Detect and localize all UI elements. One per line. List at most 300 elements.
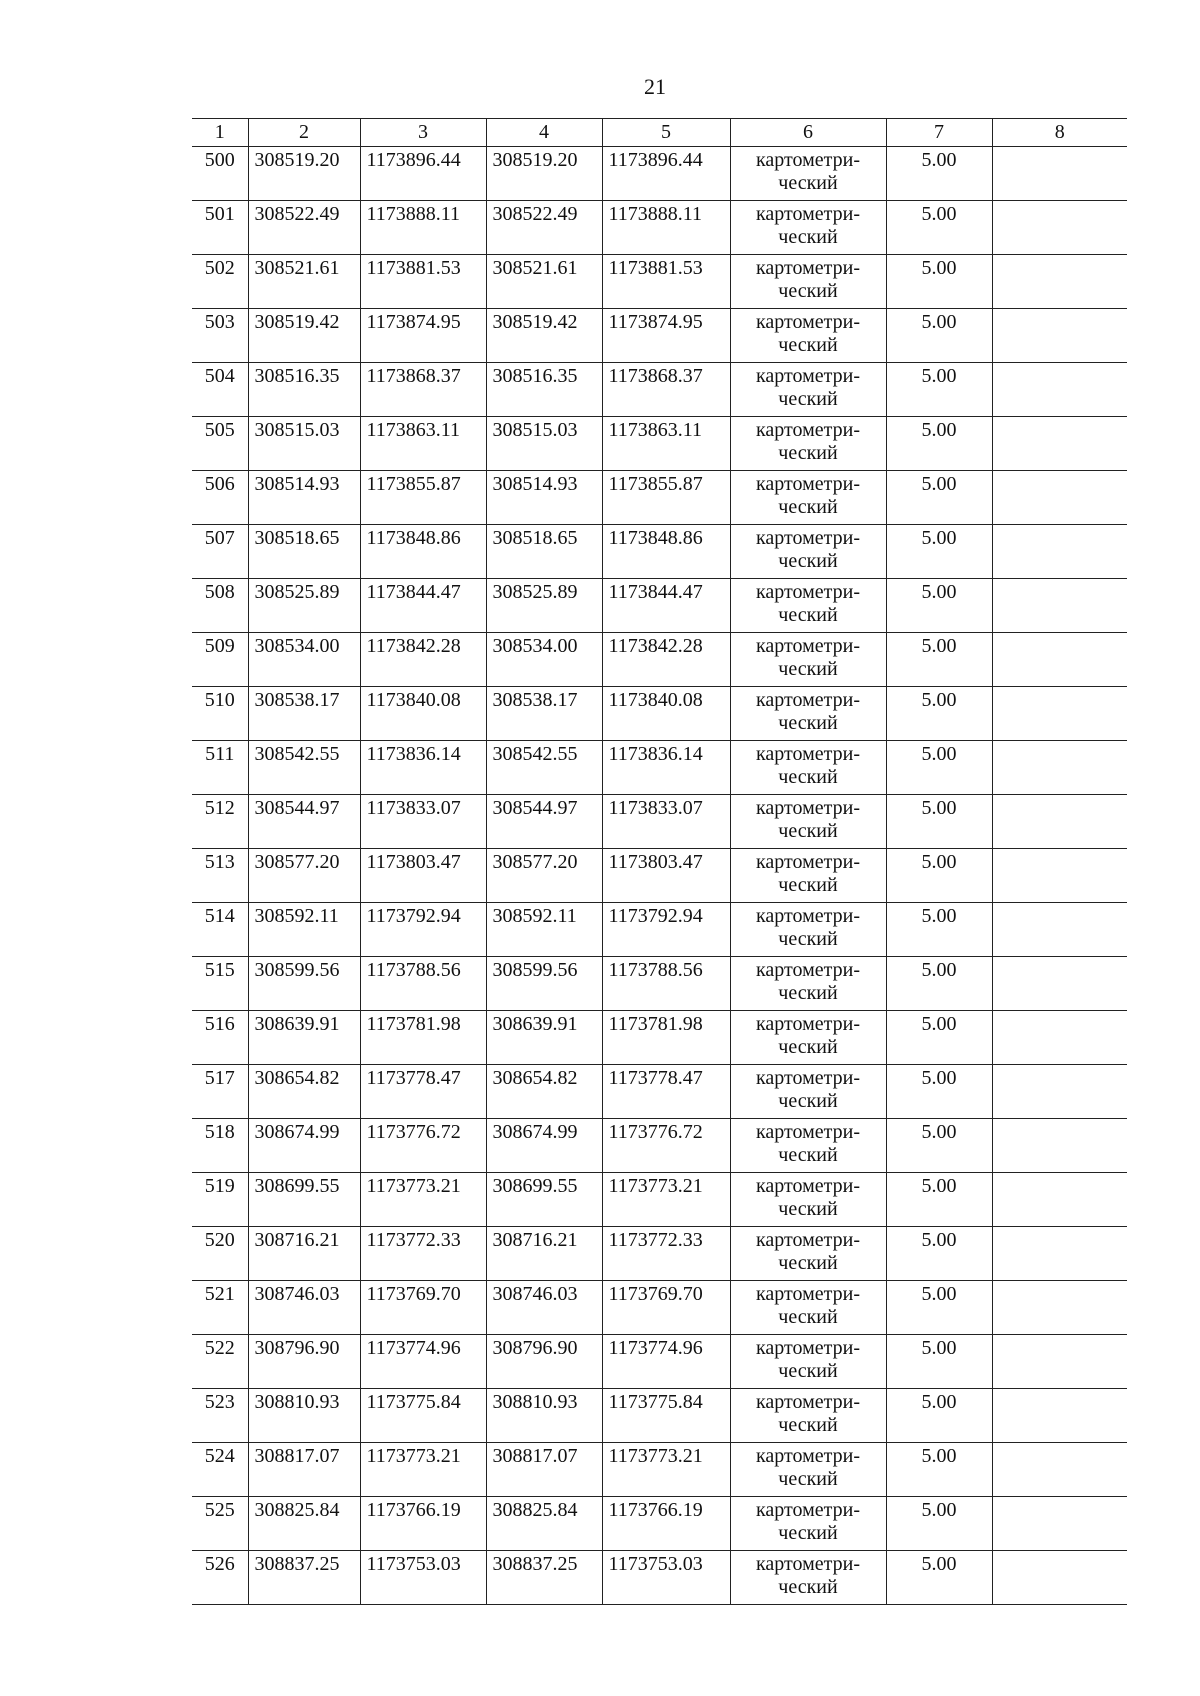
y-existing-cell: 1173769.70 (360, 1281, 486, 1335)
note-cell (992, 957, 1127, 1011)
table-header (192, 119, 1127, 147)
x-specified-cell: 308796.90 (486, 1335, 602, 1389)
note-cell (992, 1011, 1127, 1065)
x-existing-cell: 308522.49 (248, 201, 360, 255)
y-specified-cell: 1173792.94 (602, 903, 730, 957)
method-line-1: картометри- (755, 419, 860, 441)
method-line-1: картометри- (755, 1445, 860, 1467)
x-existing-cell: 308538.17 (248, 687, 360, 741)
y-specified-cell: 1173874.95 (602, 309, 730, 363)
method-cell (730, 417, 886, 471)
y-existing-cell: 1173836.14 (360, 741, 486, 795)
y-specified-cell: 1173842.28 (602, 633, 730, 687)
precision-cell: 5.00 (886, 579, 992, 633)
precision-cell: 5.00 (886, 309, 992, 363)
precision-cell: 5.00 (886, 1443, 992, 1497)
precision-cell: 5.00 (886, 1389, 992, 1443)
note-cell (992, 579, 1127, 633)
x-existing-cell: 308699.55 (248, 1173, 360, 1227)
x-specified-cell: 308519.20 (486, 147, 602, 201)
method-line-1: картометри- (755, 311, 860, 333)
y-specified-cell: 1173775.84 (602, 1389, 730, 1443)
precision-cell: 5.00 (886, 633, 992, 687)
method-line-1: картометри- (755, 1067, 860, 1089)
method-cell (730, 579, 886, 633)
y-specified-cell: 1173788.56 (602, 957, 730, 1011)
note-cell (992, 1443, 1127, 1497)
y-specified-cell: 1173896.44 (602, 147, 730, 201)
method-line-1: картометри- (755, 203, 860, 225)
table-row (192, 363, 1127, 417)
x-specified-cell: 308810.93 (486, 1389, 602, 1443)
note-cell (992, 903, 1127, 957)
x-existing-cell: 308674.99 (248, 1119, 360, 1173)
table-row (192, 471, 1127, 525)
y-specified-cell: 1173844.47 (602, 579, 730, 633)
point-number-cell: 515 (192, 957, 248, 1011)
note-cell (992, 687, 1127, 741)
method-line-2: ческий (778, 1306, 838, 1328)
note-cell (992, 471, 1127, 525)
method-line-2: ческий (778, 820, 838, 842)
y-existing-cell: 1173788.56 (360, 957, 486, 1011)
method-cell (730, 741, 886, 795)
point-number-cell: 520 (192, 1227, 248, 1281)
method-line-2: ческий (778, 1090, 838, 1112)
x-existing-cell: 308577.20 (248, 849, 360, 903)
table-row (192, 579, 1127, 633)
method-cell (730, 849, 886, 903)
x-existing-cell: 308515.03 (248, 417, 360, 471)
x-specified-cell: 308825.84 (486, 1497, 602, 1551)
method-line-2: ческий (778, 226, 838, 248)
x-specified-cell: 308837.25 (486, 1551, 602, 1605)
note-cell (992, 363, 1127, 417)
method-line-1: картометри- (755, 1499, 860, 1521)
x-specified-cell: 308525.89 (486, 579, 602, 633)
table-row (192, 1497, 1127, 1551)
x-specified-cell: 308544.97 (486, 795, 602, 849)
x-existing-cell: 308825.84 (248, 1497, 360, 1551)
column-header: 2 (248, 119, 360, 147)
method-cell (730, 1173, 886, 1227)
x-specified-cell: 308577.20 (486, 849, 602, 903)
y-existing-cell: 1173773.21 (360, 1173, 486, 1227)
point-number-cell: 508 (192, 579, 248, 633)
precision-cell: 5.00 (886, 147, 992, 201)
method-cell (730, 201, 886, 255)
method-line-1: картометри- (755, 635, 860, 657)
method-line-2: ческий (778, 1576, 838, 1598)
method-line-2: ческий (778, 1414, 838, 1436)
x-specified-cell: 308817.07 (486, 1443, 602, 1497)
method-line-1: картометри- (755, 1175, 860, 1197)
method-line-1: картометри- (755, 1121, 860, 1143)
x-existing-cell: 308519.20 (248, 147, 360, 201)
y-specified-cell: 1173772.33 (602, 1227, 730, 1281)
method-line-2: ческий (778, 280, 838, 302)
method-line-2: ческий (778, 334, 838, 356)
y-existing-cell: 1173781.98 (360, 1011, 486, 1065)
y-specified-cell: 1173766.19 (602, 1497, 730, 1551)
method-cell (730, 309, 886, 363)
precision-cell: 5.00 (886, 741, 992, 795)
y-existing-cell: 1173868.37 (360, 363, 486, 417)
note-cell (992, 1065, 1127, 1119)
x-existing-cell: 308514.93 (248, 471, 360, 525)
y-existing-cell: 1173775.84 (360, 1389, 486, 1443)
x-existing-cell: 308817.07 (248, 1443, 360, 1497)
note-cell (992, 741, 1127, 795)
x-existing-cell: 308746.03 (248, 1281, 360, 1335)
point-number-cell: 523 (192, 1389, 248, 1443)
method-line-1: картометри- (755, 581, 860, 603)
table-row (192, 255, 1127, 309)
precision-cell: 5.00 (886, 1011, 992, 1065)
y-specified-cell: 1173848.86 (602, 525, 730, 579)
x-existing-cell: 308716.21 (248, 1227, 360, 1281)
y-existing-cell: 1173848.86 (360, 525, 486, 579)
x-specified-cell: 308538.17 (486, 687, 602, 741)
table-row (192, 1551, 1127, 1605)
note-cell (992, 1389, 1127, 1443)
method-line-1: картометри- (755, 149, 860, 171)
precision-cell: 5.00 (886, 525, 992, 579)
y-specified-cell: 1173833.07 (602, 795, 730, 849)
method-line-2: ческий (778, 1144, 838, 1166)
precision-cell: 5.00 (886, 1281, 992, 1335)
table-row (192, 525, 1127, 579)
y-existing-cell: 1173776.72 (360, 1119, 486, 1173)
column-header: 7 (886, 119, 992, 147)
precision-cell: 5.00 (886, 255, 992, 309)
precision-cell: 5.00 (886, 849, 992, 903)
precision-cell: 5.00 (886, 1173, 992, 1227)
note-cell (992, 1335, 1127, 1389)
note-cell (992, 255, 1127, 309)
method-cell (730, 525, 886, 579)
y-existing-cell: 1173774.96 (360, 1335, 486, 1389)
table-row (192, 633, 1127, 687)
table-row (192, 741, 1127, 795)
precision-cell: 5.00 (886, 903, 992, 957)
y-existing-cell: 1173772.33 (360, 1227, 486, 1281)
method-cell (730, 1011, 886, 1065)
table-row (192, 849, 1127, 903)
precision-cell: 5.00 (886, 1227, 992, 1281)
precision-cell: 5.00 (886, 687, 992, 741)
precision-cell: 5.00 (886, 1551, 992, 1605)
table-row (192, 687, 1127, 741)
precision-cell: 5.00 (886, 471, 992, 525)
table-row (192, 147, 1127, 201)
x-specified-cell: 308654.82 (486, 1065, 602, 1119)
point-number-cell: 521 (192, 1281, 248, 1335)
method-cell (730, 1227, 886, 1281)
note-cell (992, 849, 1127, 903)
method-line-1: картометри- (755, 743, 860, 765)
method-line-1: картометри- (755, 473, 860, 495)
point-number-cell: 524 (192, 1443, 248, 1497)
x-specified-cell: 308534.00 (486, 633, 602, 687)
method-line-2: ческий (778, 1522, 838, 1544)
note-cell (992, 1119, 1127, 1173)
method-line-1: картометри- (755, 689, 860, 711)
method-line-2: ческий (778, 1252, 838, 1274)
method-cell (730, 903, 886, 957)
method-line-1: картометри- (755, 1013, 860, 1035)
precision-cell: 5.00 (886, 1119, 992, 1173)
point-number-cell: 503 (192, 309, 248, 363)
method-cell (730, 687, 886, 741)
table-row (192, 417, 1127, 471)
point-number-cell: 505 (192, 417, 248, 471)
method-line-1: картометри- (755, 1553, 860, 1575)
method-cell (730, 255, 886, 309)
precision-cell: 5.00 (886, 1335, 992, 1389)
point-number-cell: 500 (192, 147, 248, 201)
method-line-2: ческий (778, 658, 838, 680)
point-number-cell: 510 (192, 687, 248, 741)
point-number-cell: 501 (192, 201, 248, 255)
column-header: 5 (602, 119, 730, 147)
y-existing-cell: 1173803.47 (360, 849, 486, 903)
note-cell (992, 309, 1127, 363)
point-number-cell: 519 (192, 1173, 248, 1227)
method-line-1: картометри- (755, 365, 860, 387)
precision-cell: 5.00 (886, 1065, 992, 1119)
method-cell (730, 633, 886, 687)
table-row (192, 1173, 1127, 1227)
method-line-2: ческий (778, 928, 838, 950)
x-specified-cell: 308519.42 (486, 309, 602, 363)
x-specified-cell: 308599.56 (486, 957, 602, 1011)
table-row (192, 1011, 1127, 1065)
point-number-cell: 514 (192, 903, 248, 957)
column-header: 6 (730, 119, 886, 147)
x-existing-cell: 308542.55 (248, 741, 360, 795)
y-existing-cell: 1173896.44 (360, 147, 486, 201)
method-cell (730, 1497, 886, 1551)
y-specified-cell: 1173778.47 (602, 1065, 730, 1119)
note-cell (992, 1497, 1127, 1551)
coordinates-table (192, 118, 1127, 1605)
x-specified-cell: 308521.61 (486, 255, 602, 309)
page-number: 21 (644, 74, 666, 99)
y-existing-cell: 1173881.53 (360, 255, 486, 309)
note-cell (992, 1551, 1127, 1605)
table-row (192, 1119, 1127, 1173)
y-specified-cell: 1173781.98 (602, 1011, 730, 1065)
y-specified-cell: 1173881.53 (602, 255, 730, 309)
table-row (192, 1227, 1127, 1281)
x-existing-cell: 308639.91 (248, 1011, 360, 1065)
x-existing-cell: 308525.89 (248, 579, 360, 633)
y-specified-cell: 1173776.72 (602, 1119, 730, 1173)
y-specified-cell: 1173773.21 (602, 1173, 730, 1227)
method-cell (730, 1551, 886, 1605)
y-existing-cell: 1173766.19 (360, 1497, 486, 1551)
table-body (192, 147, 1127, 1605)
point-number-cell: 522 (192, 1335, 248, 1389)
table-row (192, 903, 1127, 957)
x-existing-cell: 308544.97 (248, 795, 360, 849)
method-line-1: картометри- (755, 527, 860, 549)
method-cell (730, 471, 886, 525)
y-existing-cell: 1173863.11 (360, 417, 486, 471)
table-row (192, 1389, 1127, 1443)
note-cell (992, 417, 1127, 471)
point-number-cell: 509 (192, 633, 248, 687)
x-existing-cell: 308796.90 (248, 1335, 360, 1389)
method-line-2: ческий (778, 1468, 838, 1490)
method-line-1: картометри- (755, 797, 860, 819)
x-specified-cell: 308639.91 (486, 1011, 602, 1065)
table-row (192, 1281, 1127, 1335)
method-line-2: ческий (778, 604, 838, 626)
precision-cell: 5.00 (886, 957, 992, 1011)
method-line-1: картометри- (755, 1337, 860, 1359)
x-specified-cell: 308699.55 (486, 1173, 602, 1227)
point-number-cell: 507 (192, 525, 248, 579)
method-cell (730, 1119, 886, 1173)
method-line-2: ческий (778, 712, 838, 734)
x-specified-cell: 308542.55 (486, 741, 602, 795)
point-number-cell: 504 (192, 363, 248, 417)
precision-cell: 5.00 (886, 1497, 992, 1551)
y-specified-cell: 1173836.14 (602, 741, 730, 795)
y-existing-cell: 1173844.47 (360, 579, 486, 633)
y-specified-cell: 1173773.21 (602, 1443, 730, 1497)
method-line-2: ческий (778, 172, 838, 194)
method-line-2: ческий (778, 982, 838, 1004)
table-row (192, 201, 1127, 255)
note-cell (992, 201, 1127, 255)
method-cell (730, 1443, 886, 1497)
point-number-cell: 512 (192, 795, 248, 849)
x-existing-cell: 308521.61 (248, 255, 360, 309)
method-cell (730, 957, 886, 1011)
y-existing-cell: 1173840.08 (360, 687, 486, 741)
precision-cell: 5.00 (886, 201, 992, 255)
x-specified-cell: 308716.21 (486, 1227, 602, 1281)
precision-cell: 5.00 (886, 417, 992, 471)
method-line-2: ческий (778, 496, 838, 518)
method-line-2: ческий (778, 1360, 838, 1382)
method-line-2: ческий (778, 388, 838, 410)
column-header: 4 (486, 119, 602, 147)
x-specified-cell: 308746.03 (486, 1281, 602, 1335)
note-cell (992, 795, 1127, 849)
y-existing-cell: 1173888.11 (360, 201, 486, 255)
x-existing-cell: 308837.25 (248, 1551, 360, 1605)
method-line-1: картометри- (755, 1391, 860, 1413)
point-number-cell: 518 (192, 1119, 248, 1173)
x-existing-cell: 308534.00 (248, 633, 360, 687)
method-line-2: ческий (778, 1036, 838, 1058)
point-number-cell: 516 (192, 1011, 248, 1065)
point-number-cell: 513 (192, 849, 248, 903)
y-existing-cell: 1173792.94 (360, 903, 486, 957)
method-cell (730, 1335, 886, 1389)
method-line-2: ческий (778, 766, 838, 788)
point-number-cell: 525 (192, 1497, 248, 1551)
method-cell (730, 1065, 886, 1119)
y-specified-cell: 1173888.11 (602, 201, 730, 255)
method-cell (730, 363, 886, 417)
column-header: 3 (360, 119, 486, 147)
table-row (192, 309, 1127, 363)
note-cell (992, 1173, 1127, 1227)
y-existing-cell: 1173842.28 (360, 633, 486, 687)
x-specified-cell: 308514.93 (486, 471, 602, 525)
x-existing-cell: 308519.42 (248, 309, 360, 363)
note-cell (992, 1227, 1127, 1281)
y-existing-cell: 1173753.03 (360, 1551, 486, 1605)
x-specified-cell: 308516.35 (486, 363, 602, 417)
y-specified-cell: 1173863.11 (602, 417, 730, 471)
method-cell (730, 795, 886, 849)
header-row (192, 119, 1127, 147)
method-cell (730, 147, 886, 201)
y-specified-cell: 1173753.03 (602, 1551, 730, 1605)
method-line-1: картометри- (755, 257, 860, 279)
point-number-cell: 526 (192, 1551, 248, 1605)
precision-cell: 5.00 (886, 795, 992, 849)
y-existing-cell: 1173833.07 (360, 795, 486, 849)
point-number-cell: 502 (192, 255, 248, 309)
method-cell (730, 1281, 886, 1335)
x-specified-cell: 308515.03 (486, 417, 602, 471)
y-specified-cell: 1173855.87 (602, 471, 730, 525)
point-number-cell: 517 (192, 1065, 248, 1119)
note-cell (992, 525, 1127, 579)
x-existing-cell: 308810.93 (248, 1389, 360, 1443)
column-header: 1 (192, 119, 248, 147)
y-existing-cell: 1173874.95 (360, 309, 486, 363)
method-line-1: картометри- (755, 851, 860, 873)
method-line-1: картометри- (755, 1229, 860, 1251)
y-specified-cell: 1173774.96 (602, 1335, 730, 1389)
column-header: 8 (992, 119, 1127, 147)
method-line-2: ческий (778, 874, 838, 896)
x-existing-cell: 308599.56 (248, 957, 360, 1011)
y-specified-cell: 1173769.70 (602, 1281, 730, 1335)
point-number-cell: 506 (192, 471, 248, 525)
table-row (192, 1335, 1127, 1389)
note-cell (992, 1281, 1127, 1335)
y-specified-cell: 1173803.47 (602, 849, 730, 903)
method-line-2: ческий (778, 550, 838, 572)
x-existing-cell: 308654.82 (248, 1065, 360, 1119)
y-existing-cell: 1173855.87 (360, 471, 486, 525)
precision-cell: 5.00 (886, 363, 992, 417)
table-row (192, 795, 1127, 849)
method-cell (730, 1389, 886, 1443)
x-specified-cell: 308674.99 (486, 1119, 602, 1173)
method-line-1: картометри- (755, 1283, 860, 1305)
method-line-1: картометри- (755, 905, 860, 927)
y-existing-cell: 1173773.21 (360, 1443, 486, 1497)
y-specified-cell: 1173840.08 (602, 687, 730, 741)
note-cell (992, 147, 1127, 201)
table-row (192, 957, 1127, 1011)
x-existing-cell: 308516.35 (248, 363, 360, 417)
method-line-1: картометри- (755, 959, 860, 981)
table-row (192, 1443, 1127, 1497)
x-specified-cell: 308522.49 (486, 201, 602, 255)
x-specified-cell: 308518.65 (486, 525, 602, 579)
